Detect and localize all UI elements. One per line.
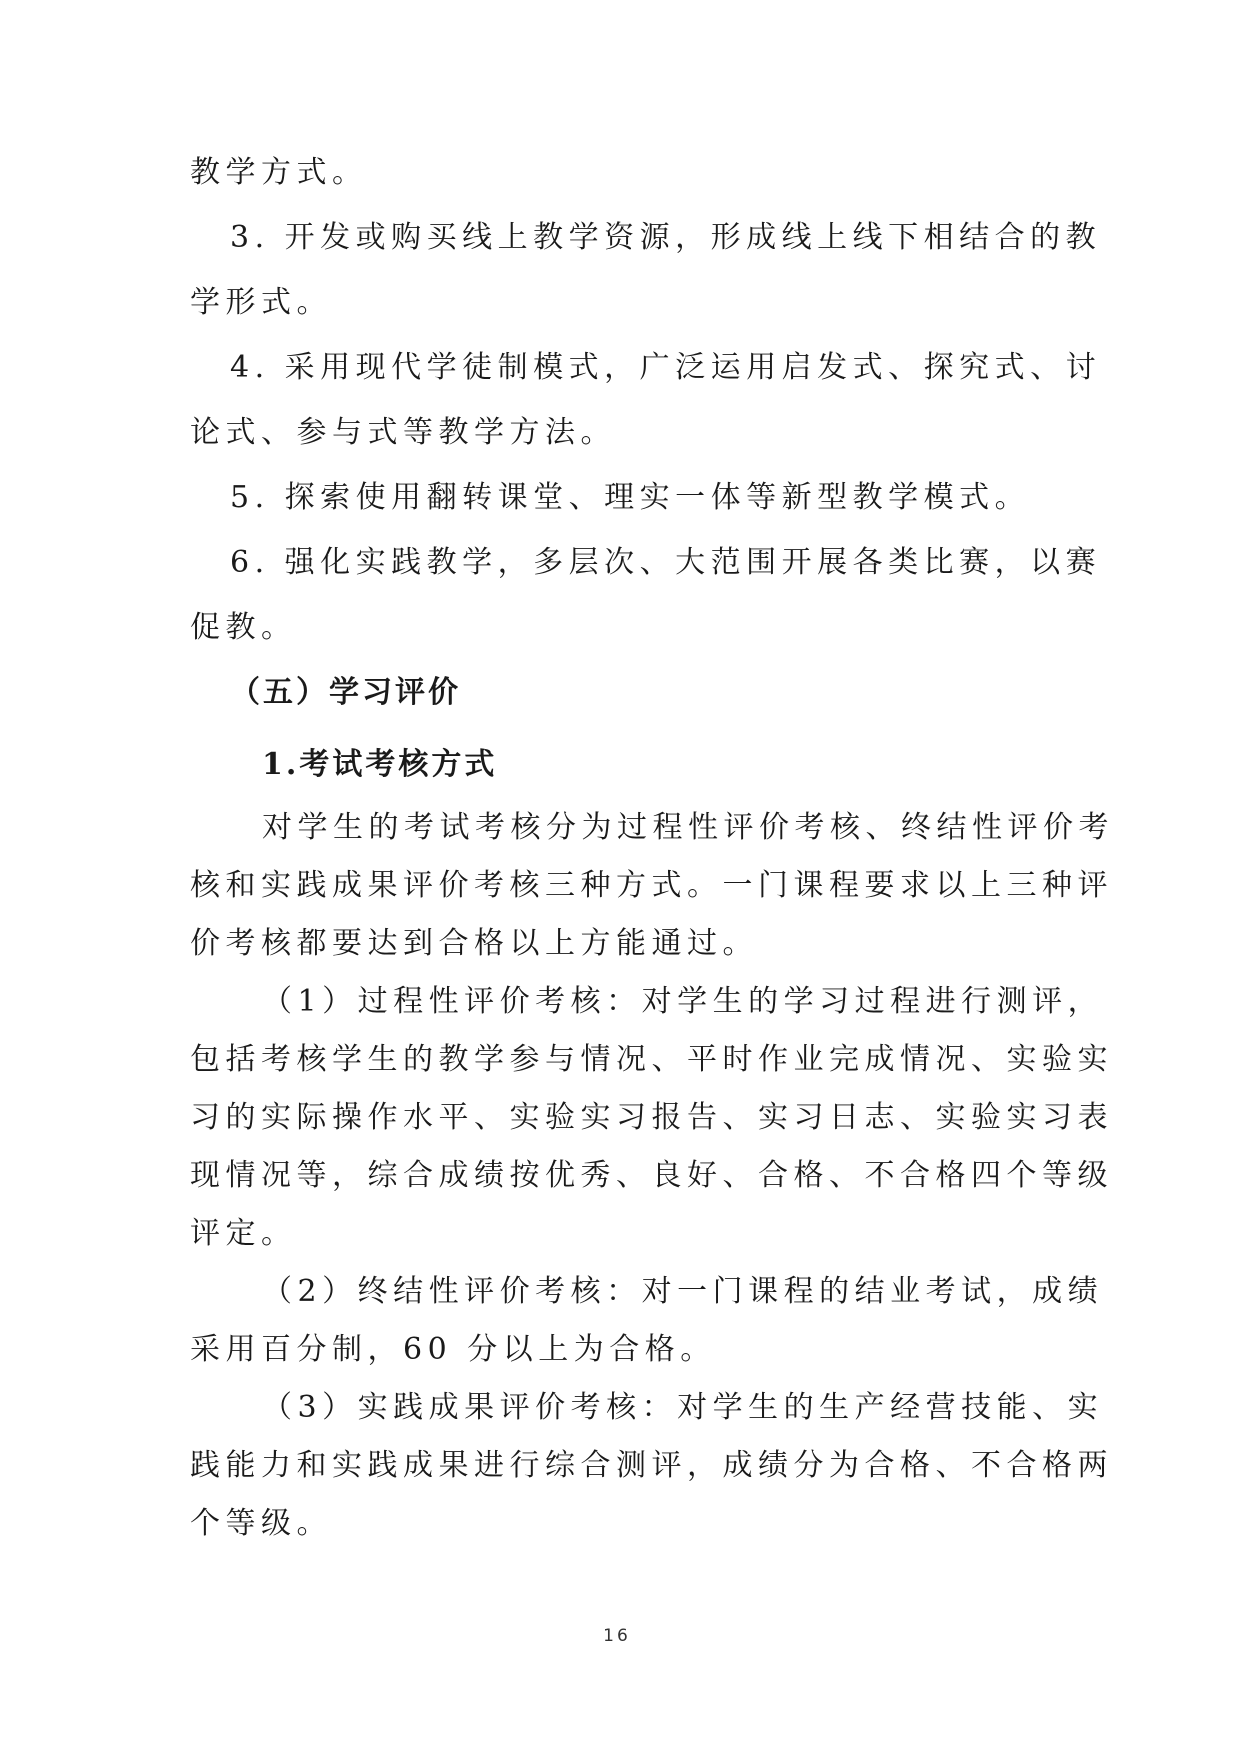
- paragraph-exam-line-3: 价考核都要达到合格以上方能通过。: [190, 926, 758, 961]
- list-item-3: 3. 开发或购买线上教学资源，形成线上线下相结合的教: [230, 220, 1102, 255]
- list-item-4: 4. 采用现代学徒制模式，广泛运用启发式、探究式、讨: [230, 350, 1102, 385]
- paragraph-exam-line-1: 对学生的考试考核分为过程性评价考核、终结性评价考: [262, 810, 1114, 845]
- list-item-3-continued: 学形式。: [190, 285, 332, 320]
- item-process-evaluation-line-4: 现情况等，综合成绩按优秀、良好、合格、不合格四个等级: [190, 1158, 1113, 1193]
- list-item-6: 6. 强化实践教学，多层次、大范围开展各类比赛，以赛: [230, 545, 1102, 580]
- item-process-evaluation-line-2: 包括考核学生的教学参与情况、平时作业完成情况、实验实: [190, 1042, 1113, 1077]
- list-item-4-continued: 论式、参与式等教学方法。: [190, 415, 616, 450]
- item-process-evaluation-line-5: 评定。: [190, 1216, 297, 1251]
- list-item-5: 5. 探索使用翻转课堂、理实一体等新型教学模式。: [230, 480, 1031, 515]
- section-heading-learning-evaluation: （五）学习评价: [230, 675, 461, 710]
- item-practice-evaluation-line-2: 践能力和实践成果进行综合测评，成绩分为合格、不合格两: [190, 1448, 1113, 1483]
- subsection-heading-exam-methods: 1.考试考核方式: [262, 747, 498, 782]
- item-process-evaluation-line-3: 习的实际操作水平、实验实习报告、实习日志、实验实习表: [190, 1100, 1113, 1135]
- page-number: 16: [603, 1626, 631, 1646]
- list-item-6-continued: 促教。: [190, 610, 297, 645]
- item-practice-evaluation-line-1: （3）实践成果评价考核：对学生的生产经营技能、实: [262, 1390, 1104, 1425]
- item-final-evaluation-line-1: （2）终结性评价考核：对一门课程的结业考试，成绩: [262, 1274, 1104, 1309]
- item-final-evaluation-line-2: 采用百分制，60 分以上为合格。: [190, 1332, 716, 1367]
- item-practice-evaluation-line-3: 个等级。: [190, 1506, 332, 1541]
- paragraph-exam-line-2: 核和实践成果评价考核三种方式。一门课程要求以上三种评: [190, 868, 1113, 903]
- text-line-teaching-method-end: 教学方式。: [190, 155, 368, 190]
- item-process-evaluation-line-1: （1）过程性评价考核：对学生的学习过程进行测评，: [262, 984, 1104, 1019]
